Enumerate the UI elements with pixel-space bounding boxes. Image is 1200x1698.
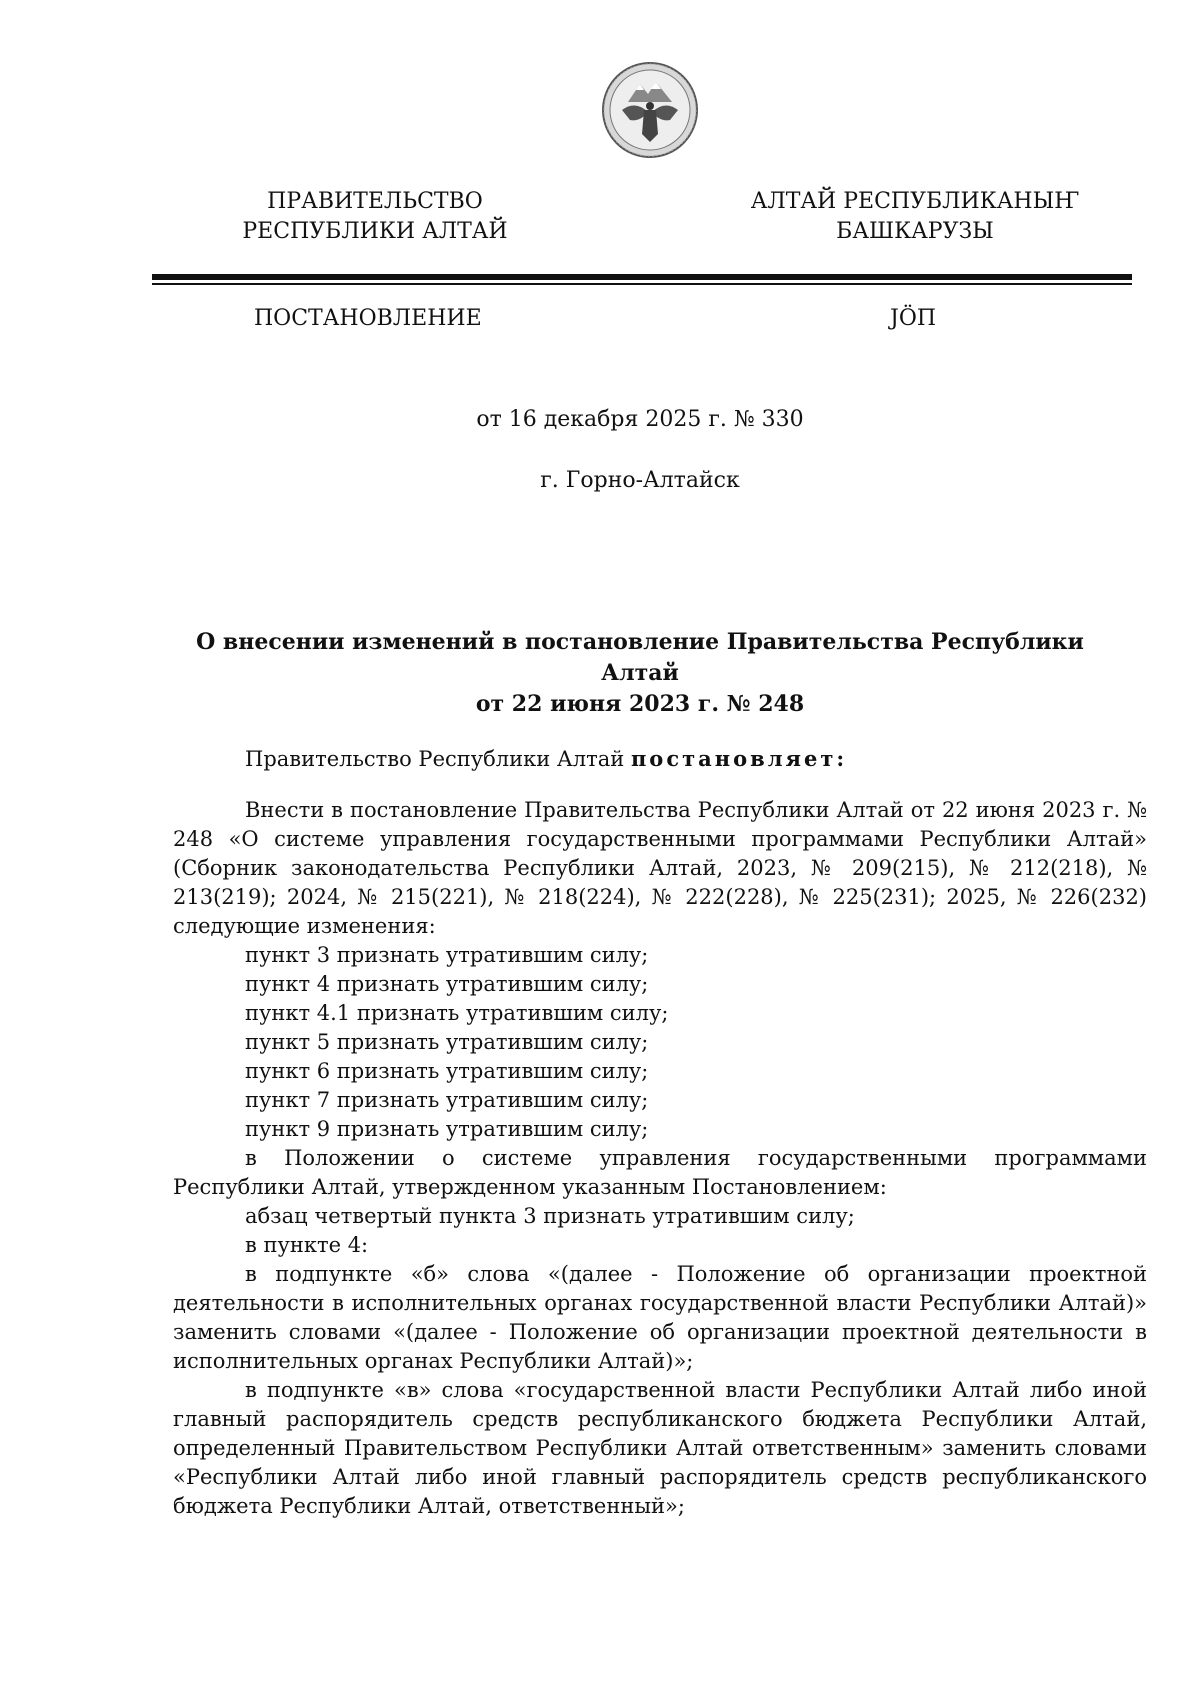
list-item: пункт 6 признать утратившим силу; xyxy=(245,1059,649,1083)
doc-kind-altai: JӦП xyxy=(890,306,937,331)
header-divider-thick xyxy=(152,274,1132,280)
list-item: пункт 5 признать утратившим силу; xyxy=(245,1030,649,1054)
list-item: пункт 9 признать утратившим силу; xyxy=(245,1117,649,1141)
org-name-line: ПРАВИТЕЛЬСТВО xyxy=(267,189,483,214)
coat-of-arms-icon xyxy=(600,60,700,160)
org-name-line: АЛТАЙ РЕСПУБЛИКАНЫҤ xyxy=(750,189,1080,214)
list-item: пункт 4 признать утратившим силу; xyxy=(245,972,649,996)
document-title xyxy=(180,627,1100,720)
org-name-russian xyxy=(190,187,560,247)
list-item: пункт 4.1 признать утратившим силу; xyxy=(245,1001,669,1025)
regulation-paragraph: в Положении о системе управления государственными программами Республики Алтай, утвержденном указанным Постановлением: xyxy=(173,1146,1147,1199)
org-name-line: БАШКАРУЗЫ xyxy=(836,219,994,244)
title-line: от 22 июня 2023 г. № 248 xyxy=(475,691,805,717)
org-name-line: РЕСПУБЛИКИ АЛТАЙ xyxy=(242,219,508,244)
intro-paragraph: Внести в постановление Правительства Республики Алтай от 22 июня 2023 г. № 248 «О системе управления государственными программами Республики Алтай» (Сборник законодательства Республики Алтай, 2023, № 209(215), № 212(218), № 213(219); 2024, № 215(221), № 218(224), № 222(228), № 225(231); 2025, № 226(232) следующие изменения: xyxy=(173,798,1147,938)
resolves-prefix: Правительство Республики Алтай xyxy=(245,747,631,771)
list-item: пункт 7 признать утратившим силу; xyxy=(245,1088,649,1112)
abzac-paragraph: абзац четвертый пункта 3 признать утратившим силу; xyxy=(245,1204,855,1228)
resolves-word: постановляет: xyxy=(630,746,848,771)
subpoint-b-paragraph: в подпункте «б» слова «(далее - Положение об организации проектной деятельности в исполнительных органах государственной власти Республики Алтай)» заменить словами «(далее - Положение об организации проектной деятельности в исполнительных органах Республики Алтай)»; xyxy=(173,1262,1147,1373)
document-date-number: от 16 декабря 2025 г. № 330 xyxy=(476,407,804,432)
resolves-paragraph xyxy=(173,744,1147,774)
document-city: г. Горно-Алтайск xyxy=(540,468,740,493)
doc-kind-russian: ПОСТАНОВЛЕНИЕ xyxy=(254,306,482,331)
header-divider-thin xyxy=(152,283,1132,285)
point4-paragraph: в пункте 4: xyxy=(245,1233,369,1257)
org-name-altai xyxy=(720,187,1110,247)
subpoint-v-paragraph: в подпункте «в» слова «государственной власти Республики Алтай либо иной главный распорядитель средств республиканского бюджета Республики Алтай, определенный Правительством Республики Алтай ответственным» заменить словами «Республики Алтай либо иной главный распорядитель средств республиканского бюджета Республики Алтай, ответственный»; xyxy=(173,1378,1147,1518)
title-line: О внесении изменений в постановление Правительства Республики Алтай xyxy=(196,629,1084,686)
document-body xyxy=(173,744,1147,1521)
list-item: пункт 3 признать утратившим силу; xyxy=(245,943,649,967)
